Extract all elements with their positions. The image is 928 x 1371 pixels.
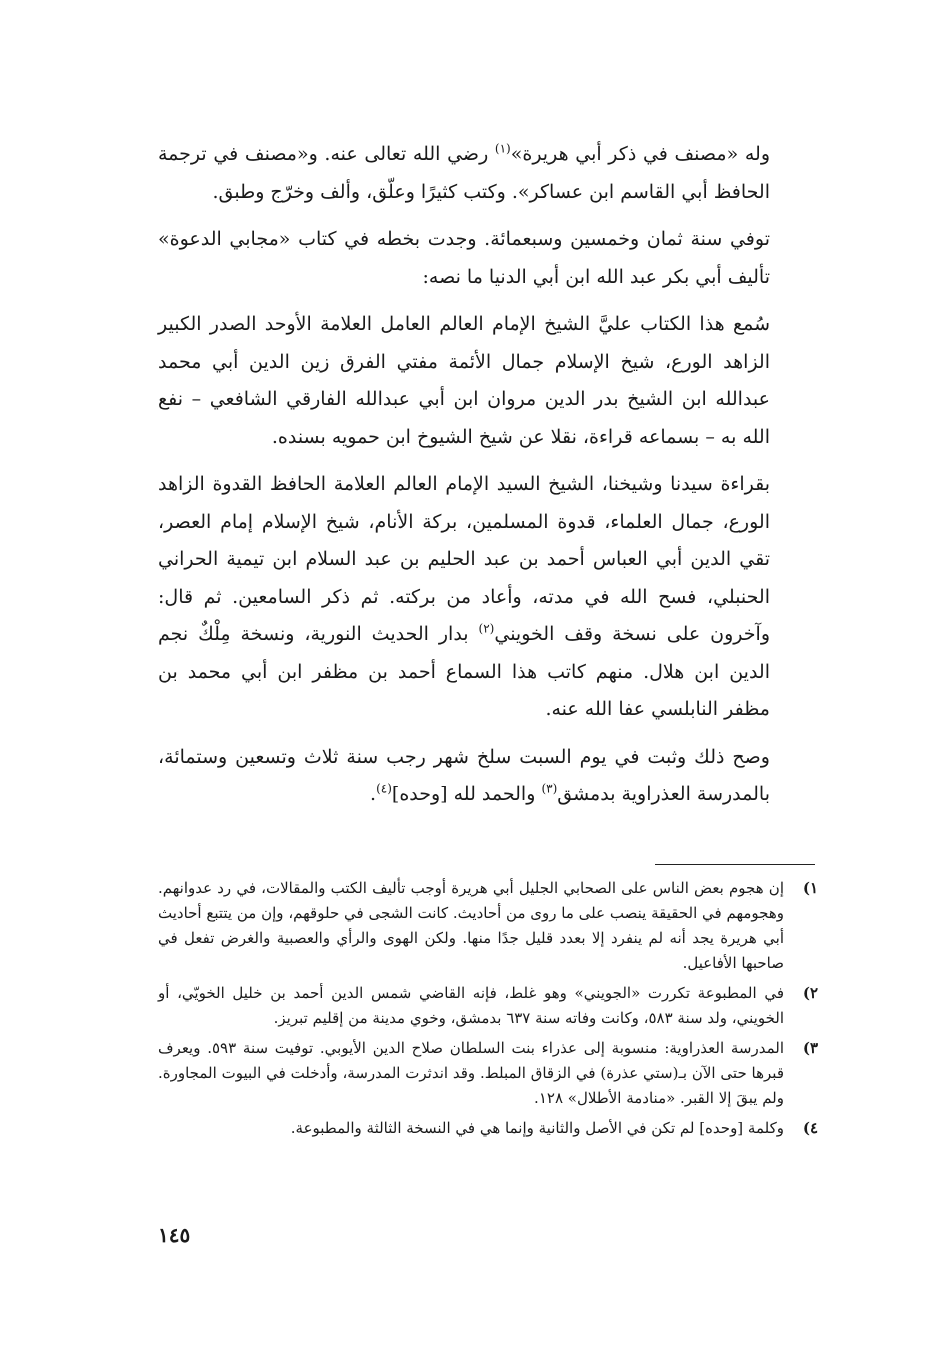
paragraph-5-text-b: والحمد لله [وحده] [391, 783, 542, 805]
footnote-ref-2[interactable]: (٢) [478, 621, 495, 636]
paragraph-4-text-a: بقراءة سيدنا وشيخنا، الشيخ السيد الإمام العالم العلامة الحافظ القدوة الزاهد الورع، جمال العلماء، قدوة المسلمين، بركة الأنام، شيخ الإسلام إمام العصر، تقي الدين أبي العباس أحمد بن عبد الحليم بن عبد السلام ابن تيمية الحراني الحنبلي، فسح الله في مدته، وأعاد من بركته. ثم ذكر السامعين. ثم قال: وآخرون على نسخة وقف الخويني [158, 473, 770, 645]
footnotes [158, 876, 818, 1146]
paragraph-4-text-b: بدار الحديث النورية، ونسخة مِلْكٌ نجم الدين ابن هلال. منهم كاتب هذا السماع أحمد بن مظفر ابن أبي محمد بن مظفر النابلسي عفا الله عنه. [158, 623, 770, 720]
paragraph-1-text-a: وله «مصنف في ذكر أبي هريرة» [510, 143, 771, 165]
footnote-number: ٤) [802, 1119, 818, 1137]
paragraph-1-text-b: رضي الله تعالى عنه. و«مصنف في ترجمة الحافظ أبي القاسم ابن عساكر». وكتب كثيرًا وعلّق، وألف وخرّج وطبق. [158, 143, 770, 203]
footnote-ref-4[interactable]: (٤) [376, 781, 392, 796]
paragraph-5-text-a: وصح ذلك وثبت في يوم السبت سلخ شهر رجب سنة ثلاث وتسعين وستمائة، بالمدرسة العذراوية بدمشق [158, 745, 770, 805]
main-text [158, 136, 770, 824]
footnote-3 [158, 1036, 818, 1111]
footnote-text: وكلمة [وحده] لم تكن في الأصل والثانية وإنما هي في النسخة الثالثة والمطبوعة. [290, 1119, 784, 1137]
footnote-text: إن هجوم بعض الناس على الصحابي الجليل أبي هريرة أوجب تأليف الكتب والمقالات، في رد عدوانهم. وهجومهم في الحقيقة ينصب على ما روى من أحاديث. كانت الشجى في حلوقهم، وإن من يتتبع أحاديث أبي هريرة يجد أنه لم ينفرد إلا بعدد قليل جدًا منها. ولكن الهوى والرأي والعصبية والغرض تفعل في صاحبها الأفاعيل. [158, 879, 784, 972]
footnote-text: المدرسة العذراوية: منسوبة إلى عذراء بنت السلطان صلاح الدين الأيوبي. توفيت سنة ٥٩٣. ويعرف قبرها حتى الآن بـ(ستي عذرة) في الزقاق المبلط. وقد اندثرت المدرسة، وأدخلت في البيوت المجاورة. ولم يبقَ إلا القبر. «منادمة الأطلال» ١٢٨. [158, 1039, 784, 1107]
paragraph-2: توفي سنة ثمان وخمسين وسبعمائة. وجدت بخطه في كتاب «مجابي الدعوة» تأليف أبي بكر عبد الله ابن أبي الدنيا ما نصه: [158, 228, 770, 288]
footnote-number: ٣) [802, 1039, 818, 1057]
footnote-4 [158, 1116, 818, 1141]
page-number: ١٤٥ [158, 1223, 191, 1247]
paragraph-4 [158, 466, 770, 729]
footnote-separator [655, 864, 815, 865]
paragraph-3: سُمع هذا الكتاب عليَّ الشيخ الإمام العالم العامل العلامة الأوحد الصدر الكبير الزاهد الورع، شيخ الإسلام جمال الأئمة مفتي الفرق زين الدين أبي محمد عبدالله ابن الشيخ بدر الدين مروان ابن أبي عبدالله الفارقي الشافعي – نفع الله به – بسماعه قراءة، نقلا عن شيخ الشيوخ ابن حمويه بسنده. [158, 313, 770, 448]
footnote-1 [158, 876, 818, 976]
footnote-ref-3[interactable]: (٣) [541, 781, 558, 796]
paragraph-5-text-c: . [370, 783, 377, 805]
footnote-ref-1[interactable]: (١) [494, 141, 511, 156]
footnote-2 [158, 981, 818, 1031]
paragraph-5 [158, 739, 770, 814]
footnote-text: في المطبوعة تكررت «الجويني» وهو غلط، فإنه القاضي شمس الدين أحمد بن خليل الخويّي، أو الخويني، ولد سنة ٥٨٣، وكانت وفاته سنة ٦٣٧ بدمشق، وخوي مدينة من إقليم تبريز. [158, 984, 784, 1027]
footnote-number: ٢) [802, 984, 818, 1002]
paragraph-1 [158, 136, 770, 211]
footnote-number: ١) [802, 879, 818, 897]
